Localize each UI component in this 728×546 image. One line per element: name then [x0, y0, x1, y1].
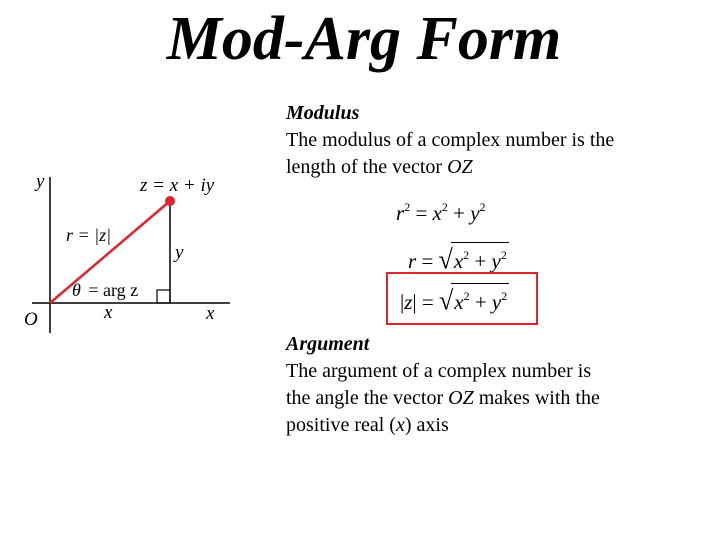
modulus-line-2: length of the vector OZ [286, 156, 473, 178]
argument-line-2: the angle the vector OZ makes with the [286, 387, 600, 409]
y-axis-label: y [36, 171, 45, 192]
page-title: Mod-Arg Form [166, 5, 562, 73]
argument-line-3: positive real (x) axis [286, 414, 449, 436]
modulus-section [286, 100, 716, 181]
modulus-label: r = |z| [66, 225, 112, 245]
vector-oz-text: OZ [447, 156, 473, 178]
right-angle-marker [157, 290, 170, 303]
formula-r-sqrt: $r = √x^2 + y^2$ [408, 242, 509, 275]
argument-section [286, 331, 716, 439]
argand-diagram [20, 165, 280, 335]
theta-symbol: θ [72, 280, 81, 300]
angle-label [72, 280, 138, 300]
formula-r-squared: $r^2 = x^2 + y^2$ [396, 200, 486, 225]
argument-line-1: The argument of a complex number is [286, 360, 592, 382]
point-label: z = x + iy [140, 175, 215, 196]
x-axis-label: x [206, 303, 215, 324]
formula-mod-z: $|z| = √x^2 + y^2$ [400, 283, 509, 316]
arg-text: = arg z [88, 280, 139, 300]
origin-label: O [24, 309, 38, 330]
radical-icon: √ [438, 285, 454, 316]
modulus-heading: Modulus [286, 102, 360, 124]
point-z [165, 196, 175, 206]
radical-icon: √ [438, 244, 453, 275]
horizontal-side-label: x [104, 302, 113, 323]
modulus-line-1: The modulus of a complex number is the [286, 129, 615, 151]
vertical-side-label: y [175, 242, 184, 263]
argument-heading: Argument [286, 333, 370, 355]
